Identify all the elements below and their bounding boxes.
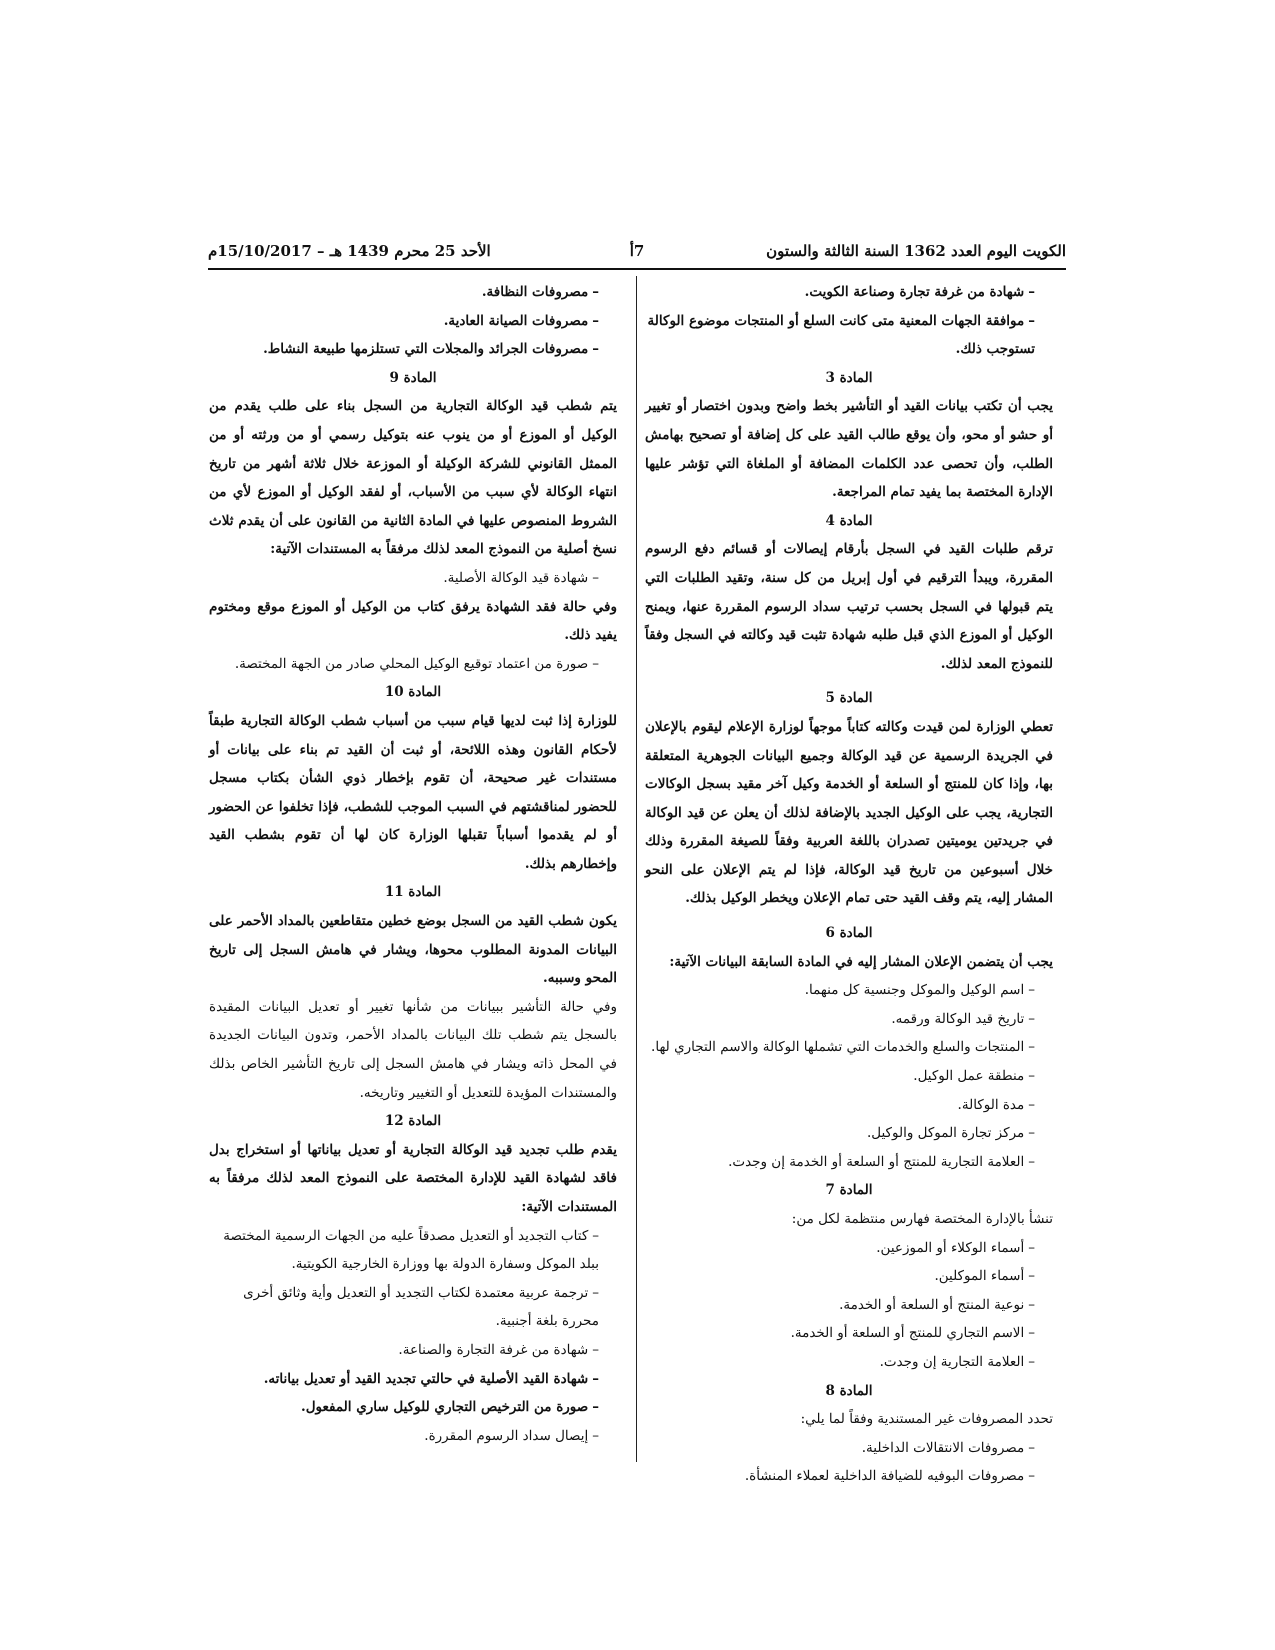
list-item: –موافقة الجهات المعنية متى كانت السلع أو المنتجات موضوع الوكالة تستوجب ذلك. [647,312,1035,358]
article-5-title: المادة 5 [825,690,873,707]
article-6-text: يجب أن يتضمن الإعلان المشار إليه في المادة السابقة البيانات الآتية: [669,953,1053,970]
article-8-title: المادة 8 [825,1382,873,1399]
article-9-text-2: وفي حالة فقد الشهادة يرفق كتاب من الوكيل أو الموزع موقع ومختوم يفيد ذلك. [209,598,617,644]
list-item: –أسماء الموكلين. [934,1268,1035,1285]
list-item: –مصروفات الانتقالات الداخلية. [861,1439,1035,1456]
list-item: –تاريخ قيد الوكالة ورقمه. [891,1010,1035,1027]
list-item: –اسم الوكيل والموكل وجنسية كل منهما. [804,982,1035,999]
list-item: –صورة من الترخيص التجاري للوكيل ساري المفعول. [301,1399,599,1416]
article-11-text: يكون شطب القيد من السجل بوضع خطين متقاطعين بالمداد الأحمر على البيانات المدونة المطلوب محوها، ويشار في هامش السجل إلى تاريخ المحو وسببه. [209,913,617,987]
article-8-text: تحدد المصروفات غير المستندية وفقاً لما يلي: [800,1411,1053,1428]
list-item: –مصروفات النظافة. [481,284,599,300]
list-item: –مصروفات البوفيه للضيافة الداخلية لعملاء المنشأة. [744,1468,1035,1485]
list-item: –المنتجات والسلع والخدمات التي تشملها الوكالة والاسم التجاري لها. [651,1039,1035,1056]
left-column [209,278,617,1450]
header-issue-info: الكويت اليوم العدد 1362 السنة الثالثة والستون [766,242,1066,260]
list-item: –نوعية المنتج أو السلعة أو الخدمة. [839,1296,1035,1313]
list-item: –ترجمة عربية معتمدة لكتاب التجديد أو التعديل وأية وثائق أخرى محررة بلغة أجنبية. [243,1284,599,1330]
list-item: –مصروفات الصيانة العادية. [443,312,599,329]
article-12-title: المادة 12 [384,1113,442,1130]
article-4-text: ترقم طلبات القيد في السجل بأرقام إيصالات أو قسائم دفع الرسوم المقررة، ويبدأ الترقيم في أول إبريل من كل سنة، وتقيد الطلبات التي يتم قبولها في السجل بحسب ترتيب سداد الرسوم المقررة عنها، ويمنح الوكيل أو الموزع الذي قبل طلبه شهادة تثبت قيد وكالته في السجل وفقاً للنموذج المعد لذلك. [645,541,1053,672]
article-9-title: المادة 9 [389,369,437,386]
list-item: –شهادة قيد الوكالة الأصلية. [443,569,599,586]
list-item: –كتاب التجديد أو التعديل مصدقاً عليه من الجهات الرسمية المختصة ببلد الموكل وسفارة الدولة بها ووزارة الخارجية الكويتية. [223,1227,599,1273]
list-item: –العلامة التجارية إن وجدت. [879,1353,1035,1370]
list-item: –مدة الوكالة. [957,1096,1035,1113]
article-11-title: المادة 11 [384,884,442,901]
page-number: 7أ [629,242,645,260]
article-7-text: تنشأ بالإدارة المختصة فهارس منتظمة لكل من: [791,1211,1053,1227]
list-item: –منطقة عمل الوكيل. [913,1068,1035,1085]
article-11-text-2: وفي حالة التأشير ببيانات من شأنها تغيير أو تعديل البيانات المقيدة بالسجل يتم شطب تلك البيانات بالمداد الأحمر، وتدون البيانات الجديدة في المحل ذاته ويشار في هامش السجل إلى تاريخ التأشير الخاص بذلك والمستندات المؤيدة للتعديل أو التغيير وتاريخه. [209,998,617,1101]
list-item: –أسماء الوكلاء أو الموزعين. [876,1239,1035,1256]
article-10-title: المادة 10 [384,684,442,701]
column-divider [636,276,637,1462]
header-date: الأحد 25 محرم 1439 هـ – 15/10/2017م [208,242,491,260]
page-header [208,240,1066,270]
article-10-text: للوزارة إذا ثبت لديها قيام سبب من أسباب شطب الوكالة التجارية طبقاً لأحكام القانون وهذه اللائحة، أو ثبت أن القيد تم بناء على بيانات أو مستندات غير صحيحة، أن تقوم بإخطار ذوي الشأن بكتاب مسجل للحضور لمناقشتهم في السبب الموجب للشطب، فإذا تخلفوا عن الحضور أو لم يقدموا أسباباً تقبلها الوزارة كان لها أن تقوم بشطب القيد وإخطارهم بذلك. [209,712,617,872]
list-item: –الاسم التجاري للمنتج أو السلعة أو الخدمة. [790,1325,1035,1342]
right-column [645,278,1053,1491]
article-12-text: يقدم طلب تجديد قيد الوكالة التجارية أو تعديل بياناتها أو استخراج بدل فاقد لشهادة القيد للإدارة المختصة على النموذج المعد لذلك مرفقاً به المستندات الآتية: [209,1141,617,1215]
article-6-title: المادة 6 [825,925,873,942]
list-item: –مركز تجارة الموكل والوكيل. [866,1125,1035,1142]
list-item: –صورة من اعتماد توقيع الوكيل المحلي صادر من الجهة المختصة. [234,655,599,672]
article-3-text: يجب أن تكتب بيانات القيد أو التأشير بخط واضح وبدون اختصار أو تغيير أو حشو أو محو، وأن يوقع طالب القيد على كل إضافة أو تصحيح بهامش الطلب، وأن تحصى عدد الكلمات المضافة أو الملغاة التي تؤشر عليها الإدارة المختصة بما يفيد تمام المراجعة. [645,398,1053,501]
list-item: –شهادة من غرفة تجارة وصناعة الكويت. [804,284,1035,300]
article-5-text: تعطي الوزارة لمن قيدت وكالته كتاباً موجهاً لوزارة الإعلام ليقوم بالإعلان في الجريدة الرسمية عن قيد الوكالة وجميع البيانات الجوهرية المتعلقة بها، وإذا كان للمنتج أو السلعة أو الخدمة وكيل آخر مقيد بسجل الوكالات التجارية، يجب على الوكيل الجديد بالإضافة لذلك أن يعلن عن قيد الوكالة في جريدتين يوميتين تصدران باللغة العربية وفقاً للصيغة المقررة وذلك خلال أسبوعين من تاريخ قيد الوكالة، فإذا لم يتم الإعلان على النحو المشار إليه، يتم وقف القيد حتى تمام الإعلان ويخطر الوكيل بذلك. [645,718,1053,907]
article-4-title: المادة 4 [825,512,873,529]
article-9-text: يتم شطب قيد الوكالة التجارية من السجل بناء على طلب يقدم من الوكيل أو الموزع أو من ينوب عنه بتوكيل رسمي أو من ورثته أو من الممثل القانوني للشركة الوكيلة أو الموزعة خلال ثلاثة أشهر من تاريخ انتهاء الوكالة لأي سبب من الأسباب، أو لفقد الوكيل أو الموزع لأي من الشروط المنصوص عليها في المادة الثانية من القانون على أن يقدم ثلاث نسخ أصلية من النموذج المعد لذلك مرفقاً به المستندات الآتية: [209,398,617,558]
list-item: –شهادة من غرفة التجارة والصناعة. [398,1341,599,1358]
list-item: –إيصال سداد الرسوم المقررة. [424,1427,599,1444]
article-7-title: المادة 7 [825,1182,873,1199]
list-item: –مصروفات الجرائد والمجلات التي تستلزمها طبيعة النشاط. [263,341,599,358]
list-item: –العلامة التجارية للمنتج أو السلعة أو الخدمة إن وجدت. [728,1153,1035,1170]
list-item: –شهادة القيد الأصلية في حالتي تجديد القيد أو تعديل بياناته. [263,1370,599,1387]
article-3-title: المادة 3 [825,369,873,386]
